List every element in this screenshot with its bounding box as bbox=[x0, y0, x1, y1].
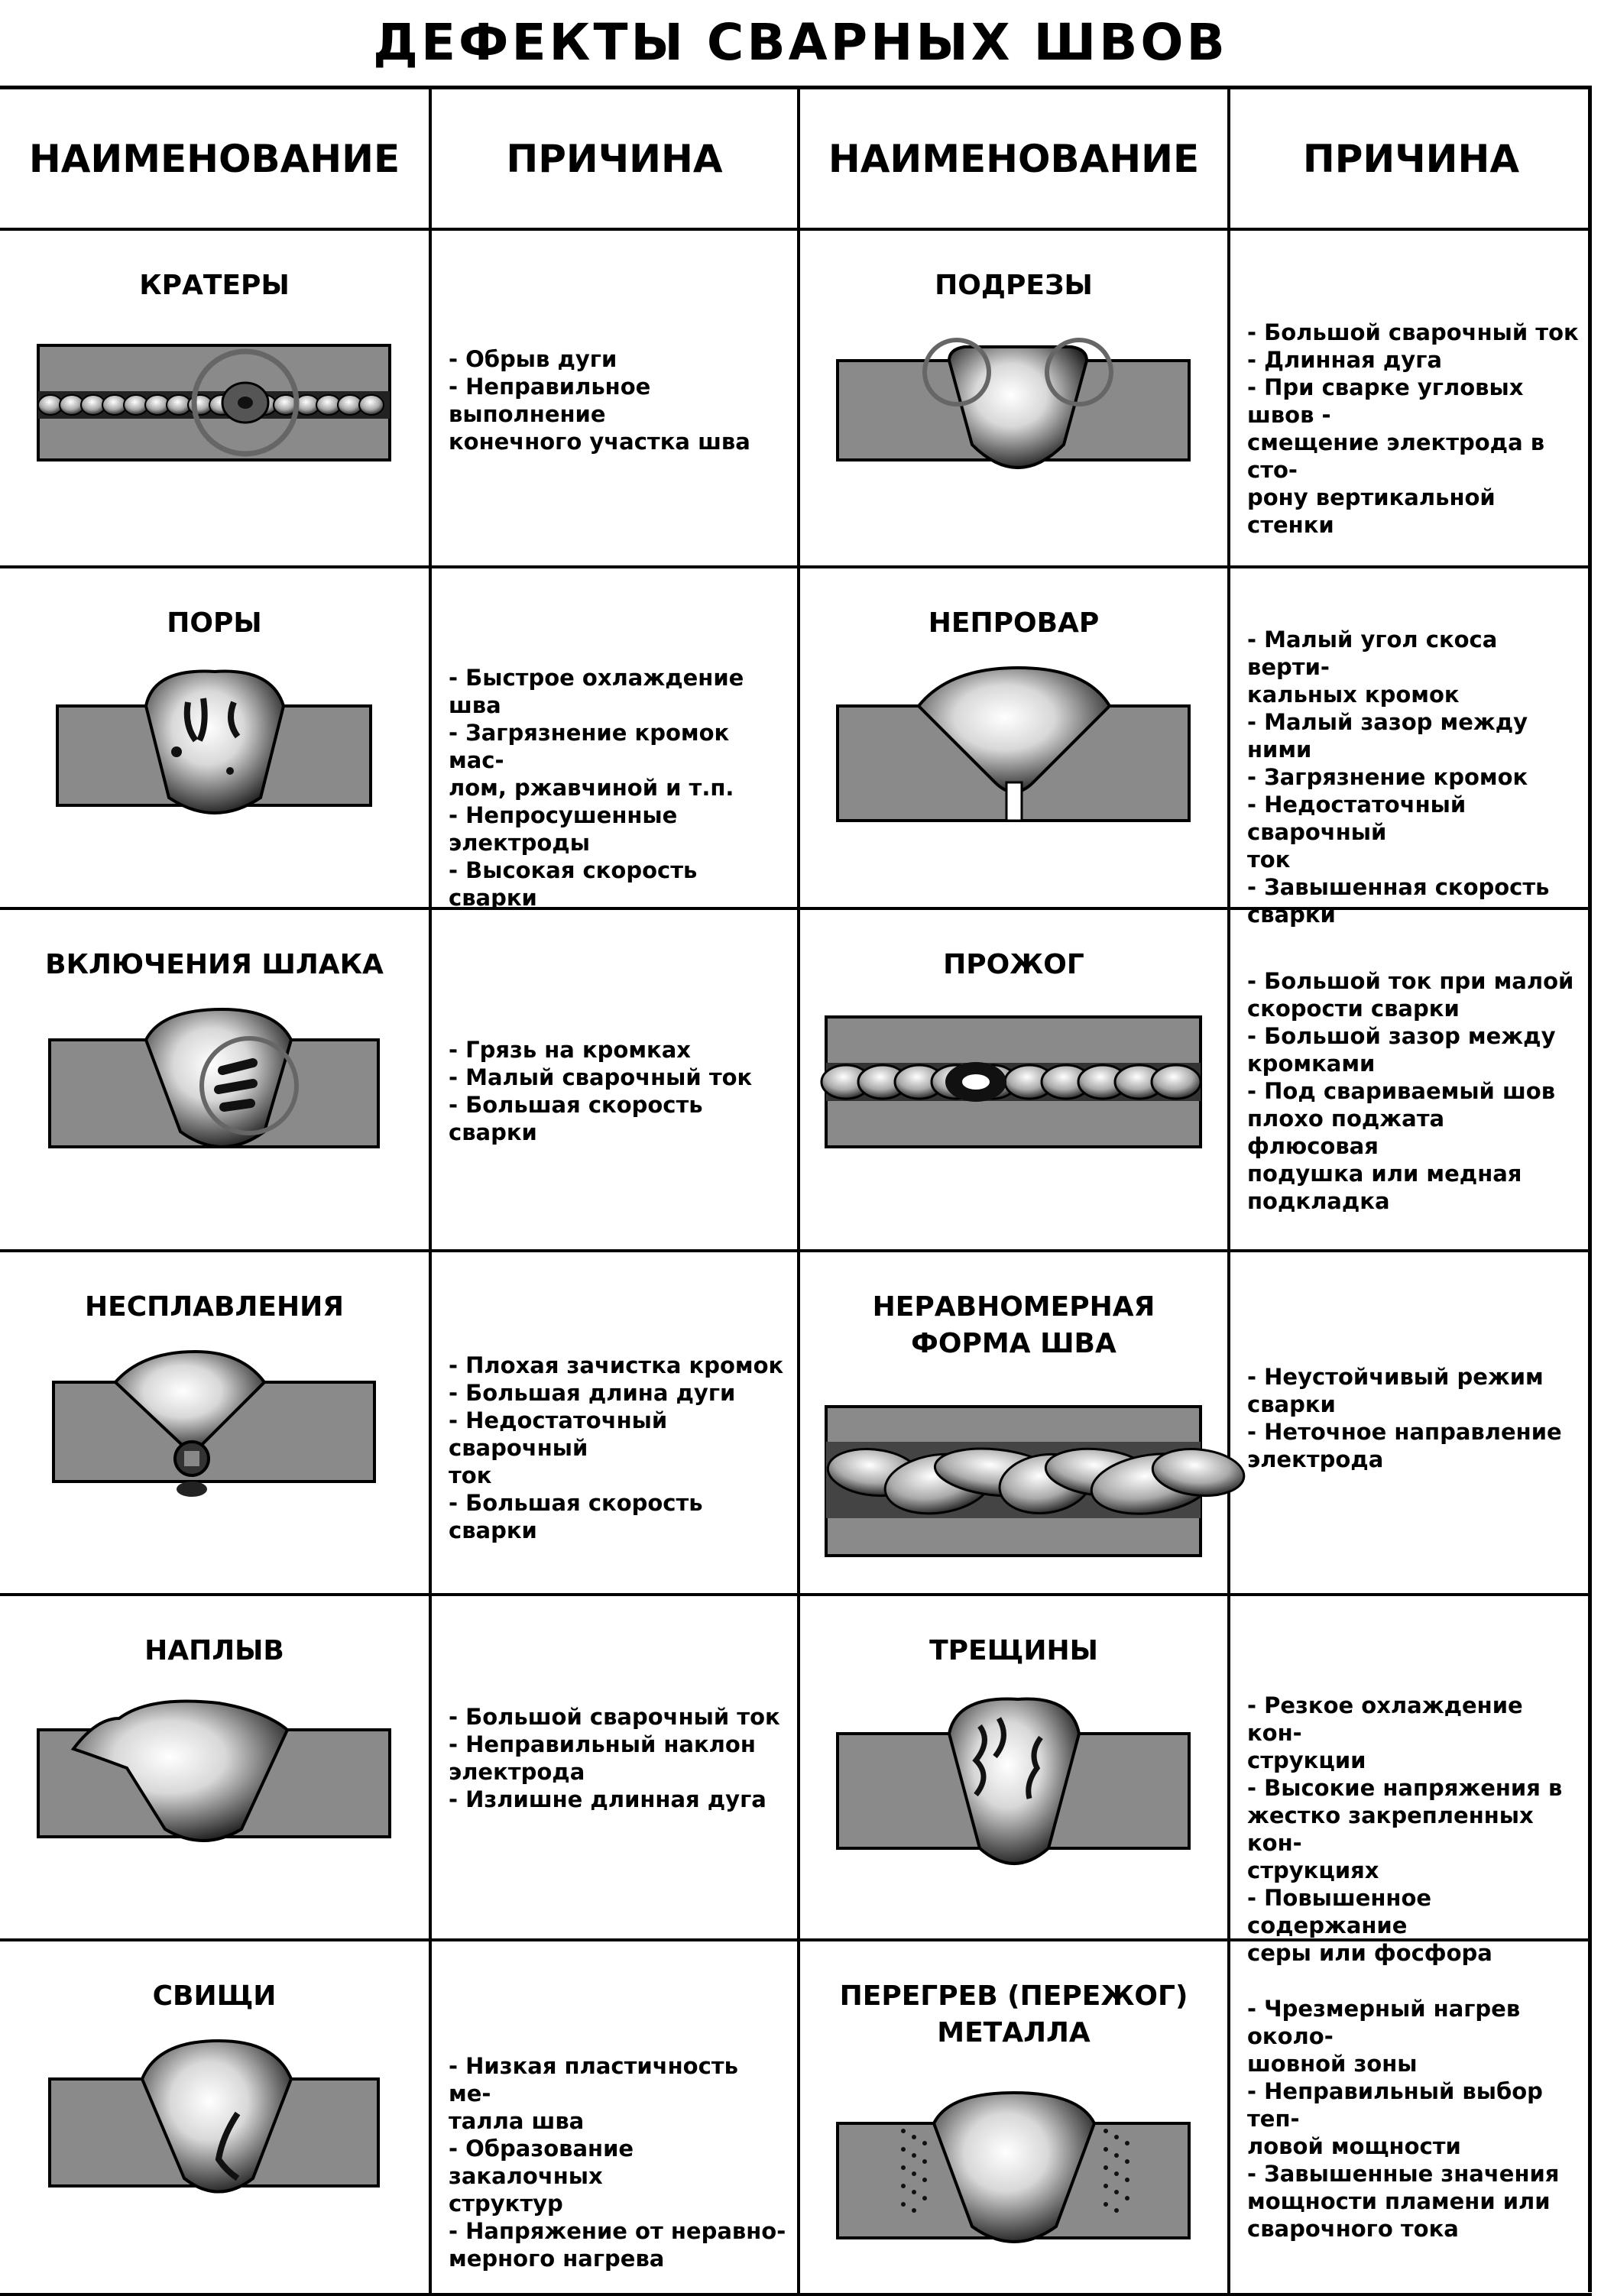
cause-list bbox=[449, 1703, 788, 1813]
cause-line: скорости сварки bbox=[1247, 996, 1460, 1022]
defect-name: НЕПРОВАР bbox=[928, 607, 1100, 639]
cause-cell-1-left bbox=[432, 231, 800, 568]
cause-line: сварки bbox=[1247, 902, 1336, 928]
cause-line: - Недостаточный сварочный bbox=[449, 1407, 668, 1461]
cause-line: смещение электрода в сто- bbox=[1247, 429, 1545, 483]
cause-line: - Большой сварочный ток bbox=[1247, 319, 1579, 345]
cause-line: - Большая скорость сварки bbox=[449, 1490, 703, 1543]
defect-cell-4-right bbox=[800, 1252, 1230, 1596]
defect-cell-5-left bbox=[0, 1596, 432, 1941]
cause-line: кальных кромок bbox=[1247, 682, 1460, 708]
defect-cell-5-right bbox=[800, 1596, 1230, 1941]
defect-cell-3-left bbox=[0, 910, 432, 1252]
cause-line: - Длинная дуга bbox=[1247, 347, 1442, 373]
header-cause-2: ПРИЧИНА bbox=[1230, 89, 1592, 231]
cause-line: - Большая скорость сварки bbox=[449, 1092, 703, 1145]
cause-cell-4-right bbox=[1230, 1252, 1592, 1596]
cause-line: - Неправильный наклон bbox=[449, 1731, 756, 1757]
defect-name: НЕРАВНОМЕРНАЯ ФОРМА ШВА bbox=[872, 1291, 1155, 1359]
fistula-defect-illustration bbox=[47, 2041, 383, 2205]
defect-cell-4-left bbox=[0, 1252, 432, 1596]
cause-line: - Большой зазор между bbox=[1247, 1023, 1556, 1049]
pores-defect-illustration bbox=[54, 668, 375, 824]
cause-cell-3-left bbox=[432, 910, 800, 1252]
defect-name: ПОДРЕЗЫ bbox=[935, 270, 1093, 301]
cause-line: - При сварке угловых швов - bbox=[1247, 374, 1524, 428]
cause-list bbox=[449, 1036, 788, 1146]
cause-line: - Большой сварочный ток bbox=[449, 1704, 780, 1730]
cause-list bbox=[1247, 1692, 1583, 1967]
cause-list bbox=[1247, 626, 1583, 928]
cause-line: - Завышенные значения bbox=[1247, 2161, 1560, 2187]
defect-name: СВИЩИ bbox=[152, 1980, 277, 2012]
cause-cell-5-right bbox=[1230, 1596, 1592, 1966]
cause-line: - Малый угол скоса верти- bbox=[1247, 627, 1498, 680]
defect-cell-6-right bbox=[800, 1941, 1230, 2296]
slag-inclusion-illustration bbox=[47, 1009, 383, 1166]
cause-line: - Недостаточный сварочный bbox=[1247, 792, 1467, 845]
cause-line: мерного нагрева bbox=[449, 2246, 665, 2272]
cause-line: мощности пламени или bbox=[1247, 2188, 1551, 2214]
cause-line: электрода bbox=[1247, 1446, 1384, 1472]
defect-cell-1-right bbox=[800, 231, 1230, 568]
header-name-2: НАИМЕНОВАНИЕ bbox=[800, 89, 1230, 231]
cause-line: струкциях bbox=[1247, 1857, 1379, 1883]
cause-line: - Неправильное выполнение bbox=[449, 374, 651, 427]
cause-line: серы или фосфора bbox=[1247, 1940, 1492, 1966]
cause-line: - Загрязнение кромок мас- bbox=[449, 720, 730, 773]
cause-list bbox=[449, 664, 788, 912]
cause-line: рону вертикальной стенки bbox=[1247, 484, 1496, 538]
cause-line: плохо поджата флюсовая bbox=[1247, 1106, 1445, 1159]
cause-line: ток bbox=[449, 1462, 492, 1488]
cause-line: - Резкое охлаждение кон- bbox=[1247, 1692, 1523, 1746]
defect-cell-3-right bbox=[800, 910, 1230, 1252]
cause-cell-1-right bbox=[1230, 231, 1592, 568]
cause-line: талла шва bbox=[449, 2108, 585, 2134]
cause-line: - Под свариваемый шов bbox=[1247, 1078, 1556, 1104]
cause-line: - Низкая пластичность ме- bbox=[449, 2053, 738, 2107]
cause-list bbox=[1247, 967, 1583, 1215]
cause-cell-2-left bbox=[432, 568, 800, 910]
cause-line: - Завышенная скорость bbox=[1247, 874, 1550, 900]
cause-list bbox=[1247, 319, 1583, 539]
cause-line: - Непросушенные электроды bbox=[449, 802, 678, 856]
cause-line: - Неправильный выбор теп- bbox=[1247, 2078, 1543, 2132]
defect-name: ПОРЫ bbox=[167, 607, 262, 639]
cause-line: кромками bbox=[1247, 1051, 1376, 1077]
cause-cell-5-left bbox=[432, 1596, 800, 1941]
defect-name: ТРЕЩИНЫ bbox=[929, 1635, 1098, 1666]
cause-cell-3-right bbox=[1230, 910, 1592, 1252]
lack-of-fusion-illustration bbox=[50, 1352, 379, 1508]
burn-through-illustration bbox=[823, 1009, 1205, 1158]
defect-name: НАПЛЫВ bbox=[144, 1635, 284, 1666]
overheating-defect-illustration bbox=[835, 2093, 1194, 2265]
header-cause-1: ПРИЧИНА bbox=[432, 89, 800, 231]
cause-cell-2-right bbox=[1230, 568, 1592, 928]
uneven-weld-illustration bbox=[823, 1404, 1205, 1560]
cause-line: - Излишне длинная дуга bbox=[449, 1786, 766, 1812]
cause-line: жестко закрепленных кон- bbox=[1247, 1802, 1534, 1856]
cause-list bbox=[449, 1352, 788, 1544]
cause-line: - Малый сварочный ток bbox=[449, 1064, 753, 1090]
cause-list bbox=[1247, 1363, 1583, 1473]
crater-defect-illustration bbox=[35, 330, 394, 479]
cause-cell-4-left bbox=[432, 1252, 800, 1596]
lack-of-penetration-illustration bbox=[835, 668, 1194, 832]
defect-cell-6-left bbox=[0, 1941, 432, 2296]
cause-line: - Неустойчивый режим bbox=[1247, 1364, 1544, 1390]
defects-table bbox=[0, 86, 1592, 2292]
cause-list bbox=[449, 2052, 788, 2272]
defect-name: КРАТЕРЫ bbox=[139, 270, 290, 301]
cause-line: - Образование закалочных bbox=[449, 2136, 634, 2189]
cause-list bbox=[1247, 1995, 1583, 2243]
cause-line: - Плохая зачистка кромок bbox=[449, 1352, 784, 1378]
cause-line: подушка или медная bbox=[1247, 1161, 1522, 1187]
cause-line: электрода bbox=[449, 1759, 585, 1785]
cause-line: - Повышенное содержание bbox=[1247, 1885, 1432, 1938]
cause-line: ловой мощности bbox=[1247, 2133, 1461, 2159]
defect-cell-2-left bbox=[0, 568, 432, 910]
defect-name: ПРОЖОГ bbox=[943, 949, 1084, 980]
cause-line: - Грязь на кромках bbox=[449, 1037, 692, 1063]
cause-line: - Большая длина дуги bbox=[449, 1380, 736, 1406]
cause-line: лом, ржавчиной и т.п. bbox=[449, 775, 734, 801]
defect-cell-1-left bbox=[0, 231, 432, 568]
cause-line: - Загрязнение кромок bbox=[1247, 764, 1528, 790]
cause-line: конечного участка шва bbox=[449, 429, 750, 455]
cause-line: - Высокая скорость сварки bbox=[449, 857, 698, 911]
page-title: ДЕФЕКТЫ СВАРНЫХ ШВОВ bbox=[373, 12, 1228, 72]
defect-name: НЕСПЛАВЛЕНИЯ bbox=[85, 1291, 344, 1323]
defect-name: ВКЛЮЧЕНИЯ ШЛАКА bbox=[45, 949, 384, 980]
cause-line: сварочного тока bbox=[1247, 2216, 1459, 2242]
cause-line: - Напряжение от неравно- bbox=[449, 2218, 786, 2244]
cause-line: - Высокие напряжения в bbox=[1247, 1775, 1563, 1801]
cause-line: ток bbox=[1247, 847, 1291, 873]
cause-cell-6-right bbox=[1230, 1941, 1592, 2296]
cracks-defect-illustration bbox=[835, 1695, 1194, 1875]
cause-line: сварки bbox=[1247, 1391, 1336, 1417]
cause-line: - Чрезмерный нагрев около- bbox=[1247, 1996, 1521, 2049]
cause-cell-6-left bbox=[432, 1941, 800, 2296]
defect-cell-2-right bbox=[800, 568, 1230, 910]
header-name-1: НАИМЕНОВАНИЕ bbox=[0, 89, 432, 231]
cause-list bbox=[449, 345, 788, 455]
cause-line: - Большой ток при малой bbox=[1247, 968, 1574, 994]
cause-line: подкладка bbox=[1247, 1188, 1390, 1214]
overlap-defect-illustration bbox=[35, 1695, 394, 1852]
undercut-defect-illustration bbox=[835, 330, 1194, 494]
cause-line: струкции bbox=[1247, 1747, 1366, 1773]
cause-line: - Быстрое охлаждение шва bbox=[449, 665, 744, 718]
cause-line: - Неточное направление bbox=[1247, 1419, 1562, 1445]
cause-line: - Обрыв дуги bbox=[449, 346, 617, 372]
defect-name: ПЕРЕГРЕВ (ПЕРЕЖОГ) МЕТАЛЛА bbox=[839, 1980, 1188, 2048]
cause-line: структур bbox=[449, 2191, 563, 2217]
cause-line: шовной зоны bbox=[1247, 2051, 1418, 2077]
cause-line: - Малый зазор между ними bbox=[1247, 709, 1528, 763]
